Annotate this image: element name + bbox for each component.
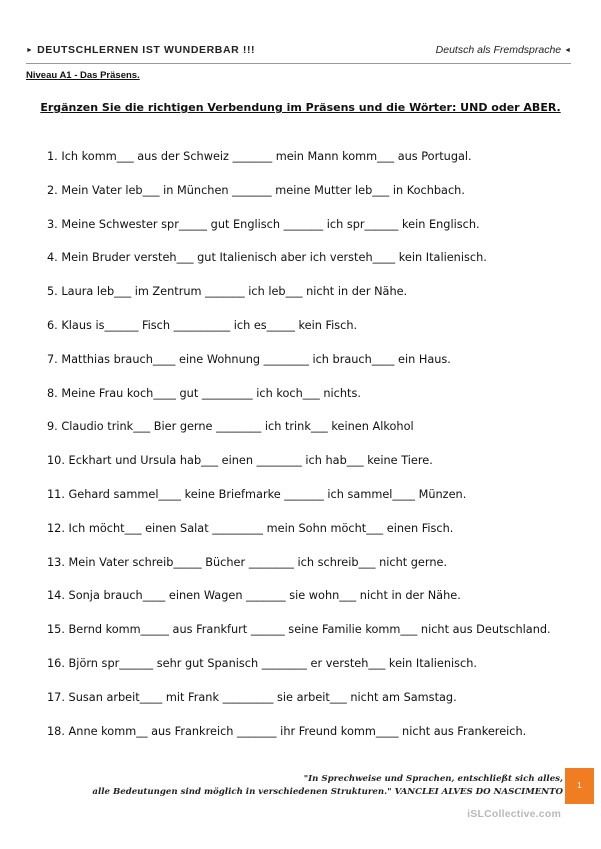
exercise-item: 1. Ich komm___ aus der Schweiz _______ mein Mann komm___ aus Portugal. [47,150,472,163]
exercise-item: 7. Matthias brauch____ eine Wohnung ________ ich brauch____ ein Haus. [47,352,451,366]
quote-line-1: "In Sprechweise und Sprachen, entschließt sich alles, [303,774,563,784]
exercise-item: 8. Meine Frau koch____ gut _________ ich koch___ nichts. [47,386,361,400]
footer-quote [92,773,563,799]
exercise-item: 11. Gehard sammel____ keine Briefmarke _______ ich sammel____ Münzen. [47,487,467,501]
watermark-logo: iSLCollective.com [467,808,561,820]
quote-line-2: alle Bedeutungen sind möglich in verschiedenen Strukturen." VANCLEI ALVES DO NASCIMENTO [92,787,563,797]
level-label: Niveau A1 - Das Präsens. [26,70,140,81]
exercise-item: 3. Meine Schwester spr_____ gut Englisch _______ ich spr______ kein Englisch. [47,217,480,231]
header-right-title [436,44,571,56]
exercise-item: 5. Laura leb___ im Zentrum _______ ich leb___ nicht in der Nähe. [47,285,408,299]
header-divider [26,63,571,64]
header-left-text: DEUTSCHLERNEN IST WUNDERBAR !!! [37,44,256,56]
triangle-left-icon: ◄ [564,47,571,54]
exercise-list [47,150,551,758]
exercise-item: 6. Klaus is______ Fisch __________ ich es_____ kein Fisch. [47,318,358,332]
exercise-item: 9. Claudio trink___ Bier gerne ________ ich trink___ keinen Alkohol [47,420,414,434]
exercise-item: 2. Mein Vater leb___ in München _______ meine Mutter leb___ in Kochbach. [47,183,465,197]
exercise-item: 10. Eckhart und Ursula hab___ einen ________ ich hab___ keine Tiere. [47,454,433,468]
exercise-item: 13. Mein Vater schreib_____ Bücher ________ ich schreib___ nicht gerne. [47,555,448,569]
triangle-right-icon: ► [26,47,34,54]
page-number-tab: 1 [565,768,594,804]
exercise-item: 15. Bernd komm_____ aus Frankfurt ______ seine Familie komm___ nicht aus Deutschland. [47,623,551,637]
exercise-item: 14. Sonja brauch____ einen Wagen _______ sie wohn___ nicht in der Nähe. [47,589,461,603]
header-left-title [26,44,255,56]
page-header [26,44,571,62]
exercise-item: 12. Ich möcht___ einen Salat _________ mein Sohn möcht___ einen Fisch. [47,521,454,535]
instruction-heading: Ergänzen Sie die richtigen Verbendung im Präsens und die Wörter: UND oder ABER. [40,101,561,114]
exercise-item: 16. Björn spr______ sehr gut Spanisch ________ er versteh___ kein Italienisch. [47,656,477,670]
exercise-item: 4. Mein Bruder versteh___ gut Italienisch aber ich versteh____ kein Italienisch. [47,251,487,265]
exercise-item: 17. Susan arbeit____ mit Frank _________ sie arbeit___ nicht am Samstag. [47,690,457,704]
header-right-text: Deutsch als Fremdsprache [435,44,562,56]
exercise-item: 18. Anne komm__ aus Frankreich _______ ihr Freund komm____ nicht aus Frankereich. [47,724,527,738]
